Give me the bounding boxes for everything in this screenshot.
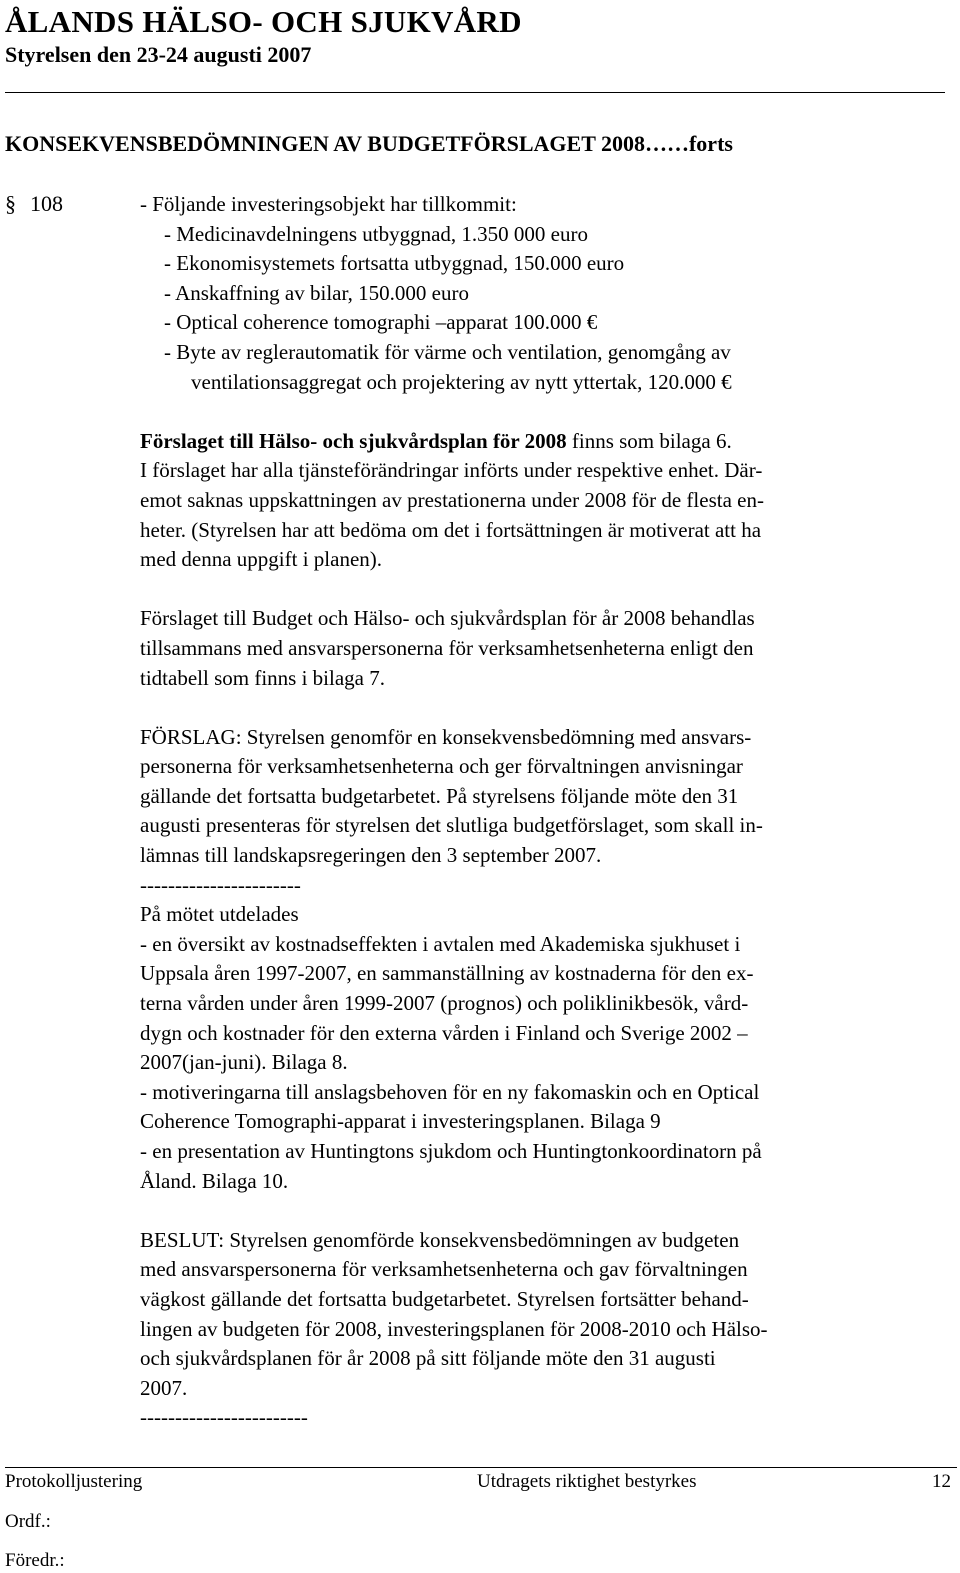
header-rule bbox=[5, 92, 945, 93]
meeting-line: 2007(jan-juni). Bilaga 8. bbox=[140, 1050, 348, 1075]
proposal-line: augusti presenteras för styrelsen det slutliga budgetförslaget, som skall in- bbox=[140, 813, 763, 838]
meeting-line: På mötet utdelades bbox=[140, 902, 299, 927]
organization-name: ÅLANDS HÄLSO- OCH SJUKVÅRD bbox=[5, 4, 522, 39]
footer-presenter-label: Föredr.: bbox=[5, 1550, 65, 1571]
investment-item: - Optical coherence tomographi –apparat 100.000 € bbox=[164, 310, 598, 335]
investment-item-continuation: ventilationsaggregat och projektering av nytt yttertak, 120.000 € bbox=[191, 369, 732, 394]
plan-paragraph-first-line bbox=[140, 427, 900, 457]
budget-line: tidtabell som finns i bilaga 7. bbox=[140, 665, 385, 690]
meeting-line: Åland. Bilaga 10. bbox=[140, 1168, 289, 1193]
page-number: 12 bbox=[932, 1471, 951, 1492]
plan-title: Förslaget till Hälso- och sjukvårdsplan för 2008 bbox=[140, 428, 567, 453]
decision-line: vägkost gällande det fortsatta budgetarbetet. Styrelsen fortsätter behand- bbox=[140, 1286, 749, 1311]
plan-line: I förslaget har alla tjänsteförändringar införts under respektive enhet. Där- bbox=[140, 458, 763, 483]
meeting-line: terna vården under åren 1999-2007 (prognos) och poliklinikbesök, vård- bbox=[140, 991, 749, 1016]
meeting-line: Coherence Tomographi-apparat i investeringsplanen. Bilaga 9 bbox=[140, 1109, 661, 1134]
footer-certification: Utdragets riktighet bestyrkes bbox=[477, 1471, 697, 1492]
investment-item: - Anskaffning av bilar, 150.000 euro bbox=[164, 280, 469, 305]
plan-attachment: finns som bilaga 6. bbox=[566, 428, 732, 453]
dash-divider: ----------------------- bbox=[140, 872, 301, 897]
investment-item: - Byte av reglerautomatik för värme och ventilation, genomgång av bbox=[164, 339, 731, 364]
meeting-line: Uppsala åren 1997-2007, en sammanställning av kostnaderna för den ex- bbox=[140, 961, 754, 986]
plan-line: emot saknas uppskattningen av prestationerna under 2008 för de flesta en- bbox=[140, 487, 764, 512]
meeting-date: Styrelsen den 23-24 augusti 2007 bbox=[5, 42, 312, 67]
decision-line: 2007. bbox=[140, 1375, 188, 1400]
section-title: KONSEKVENSBEDÖMNINGEN AV BUDGETFÖRSLAGET 2008……forts bbox=[5, 131, 733, 156]
meeting-line: - en översikt av kostnadseffekten i avtalen med Akademiska sjukhuset i bbox=[140, 931, 741, 956]
investment-intro: - Följande investeringsobjekt har tillkommit: bbox=[140, 192, 517, 216]
footer-protocol-check: Protokolljustering bbox=[5, 1471, 143, 1492]
decision-line: lingen av budgeten för 2008, investeringsplanen för 2008-2010 och Hälso- bbox=[140, 1316, 768, 1341]
proposal-line: lämnas till landskapsregeringen den 3 september 2007. bbox=[140, 843, 602, 868]
investment-item: - Medicinavdelningens utbyggnad, 1.350 000 euro bbox=[164, 221, 588, 246]
plan-line: med denna uppgift i planen). bbox=[140, 547, 383, 572]
footer-chair-label: Ordf.: bbox=[5, 1511, 51, 1532]
decision-line: med ansvarspersonerna för verksamhetsenheterna och gav förvaltningen bbox=[140, 1257, 748, 1282]
meeting-line: dygn och kostnader för den externa vården i Finland och Sverige 2002 – bbox=[140, 1020, 748, 1045]
proposal-line: FÖRSLAG: Styrelsen genomför en konsekvensbedömning med ansvars- bbox=[140, 724, 752, 749]
meeting-line: - motiveringarna till anslagsbehoven för en ny fakomaskin och en Optical bbox=[140, 1079, 760, 1104]
budget-line: tillsammans med ansvarspersonerna för verksamhetsenheterna enligt den bbox=[140, 635, 754, 660]
paragraph-sign: § bbox=[5, 191, 16, 216]
dash-divider: ------------------------ bbox=[140, 1405, 308, 1430]
footer-rule bbox=[5, 1467, 957, 1468]
budget-line: Förslaget till Budget och Hälso- och sjukvårdsplan för år 2008 behandlas bbox=[140, 606, 755, 631]
proposal-line: gällande det fortsatta budgetarbetet. På styrelsens följande möte den 31 bbox=[140, 783, 739, 808]
meeting-line: - en presentation av Huntingtons sjukdom och Huntingtonkoordinatorn på bbox=[140, 1139, 762, 1163]
paragraph-number: 108 bbox=[30, 191, 63, 216]
plan-line: heter. (Styrelsen har att bedöma om det i fortsättningen är motiverat att ha bbox=[140, 517, 762, 542]
document-body bbox=[140, 190, 900, 1433]
decision-line: och sjukvårdsplanen för år 2008 på sitt följande möte den 31 augusti bbox=[140, 1346, 716, 1371]
investment-item: - Ekonomisystemets fortsatta utbyggnad, 150.000 euro bbox=[164, 251, 625, 276]
proposal-line: personerna för verksamhetsenheterna och ger förvaltningen anvisningar bbox=[140, 754, 743, 779]
decision-line: BESLUT: Styrelsen genomförde konsekvensbedömningen av budgeten bbox=[140, 1227, 740, 1252]
